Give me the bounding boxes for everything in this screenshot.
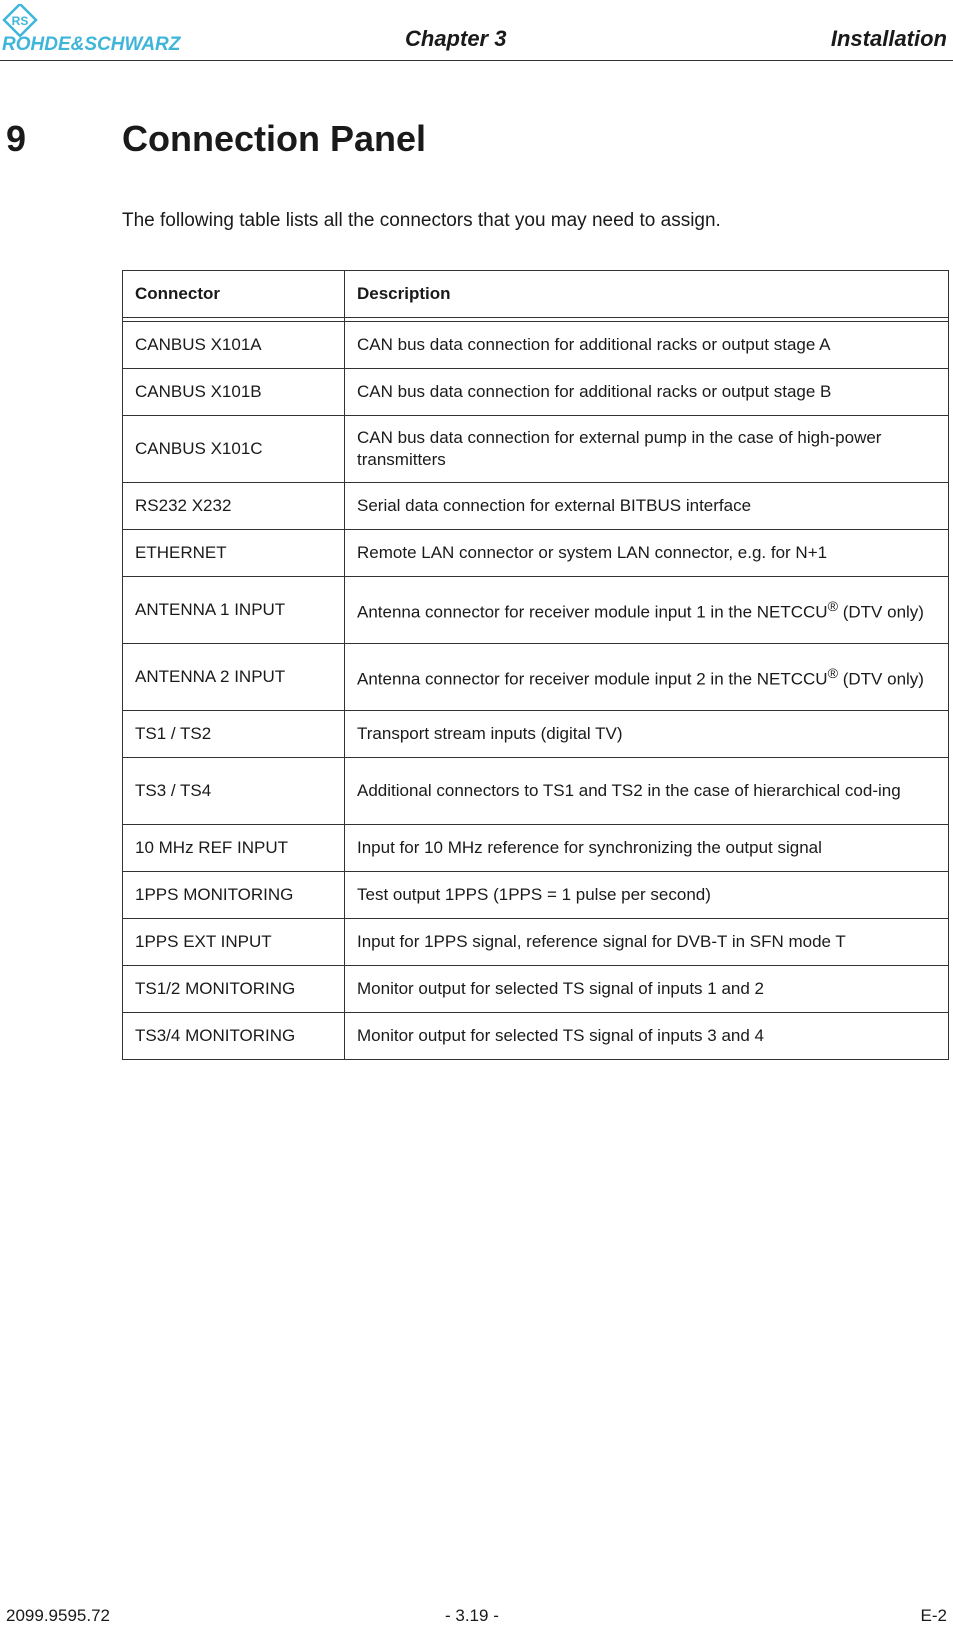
description-cell: Test output 1PPS (1PPS = 1 pulse per second) — [345, 872, 949, 919]
connector-cell: ANTENNA 1 INPUT — [123, 577, 345, 644]
intro-paragraph: The following table lists all the connectors that you may need to assign. — [122, 210, 721, 231]
table-row — [123, 758, 949, 825]
description-cell: Monitor output for selected TS signal of inputs 3 and 4 — [345, 1013, 949, 1060]
table-row — [123, 577, 949, 644]
description-cell — [345, 644, 949, 711]
connector-cell: TS3 / TS4 — [123, 758, 345, 825]
connector-cell: CANBUS X101B — [123, 369, 345, 416]
footer-revision: E-2 — [920, 1606, 947, 1625]
description-cell: Remote LAN connector or system LAN connector, e.g. for N+1 — [345, 530, 949, 577]
connector-cell: TS3/4 MONITORING — [123, 1013, 345, 1060]
table-row — [123, 966, 949, 1013]
description-text: Antenna connector for receiver module input 1 in the NETCCU — [357, 602, 828, 622]
logo-wordmark: ROHDE&SCHWARZ — [2, 34, 181, 55]
description-cell: CAN bus data connection for external pump in the case of high-power transmitters — [345, 416, 949, 483]
section-title: Connection Panel — [122, 118, 427, 159]
footer-doc-number: 2099.9595.72 — [6, 1606, 110, 1625]
table-row — [123, 919, 949, 966]
logo-diamond-icon — [4, 4, 36, 36]
description-cell: Input for 1PPS signal, reference signal for DVB-T in SFN mode T — [345, 919, 949, 966]
page-title — [6, 118, 426, 160]
table-row — [123, 416, 949, 483]
description-cell: Additional connectors to TS1 and TS2 in the case of hierarchical cod-ing — [345, 758, 949, 825]
table-row — [123, 530, 949, 577]
table-row — [123, 483, 949, 530]
description-text: (DTV only) — [838, 669, 924, 689]
section-number: 9 — [6, 118, 27, 159]
description-cell: Input for 10 MHz reference for synchronizing the output signal — [345, 825, 949, 872]
column-header-connector: Connector — [123, 271, 345, 318]
rohde-schwarz-logo — [2, 4, 222, 56]
description-cell: Monitor output for selected TS signal of inputs 1 and 2 — [345, 966, 949, 1013]
table-row — [123, 825, 949, 872]
connector-cell: CANBUS X101A — [123, 322, 345, 369]
page-header — [0, 0, 953, 62]
connector-cell: ETHERNET — [123, 530, 345, 577]
section-label: Installation — [830, 26, 947, 51]
header-divider — [0, 60, 953, 61]
description-cell: CAN bus data connection for additional racks or output stage A — [345, 322, 949, 369]
connector-cell: ANTENNA 2 INPUT — [123, 644, 345, 711]
svg-text:RS: RS — [11, 14, 29, 28]
connector-cell: 10 MHz REF INPUT — [123, 825, 345, 872]
table-row — [123, 872, 949, 919]
table-row — [123, 711, 949, 758]
column-header-description: Description — [345, 271, 949, 318]
connector-cell: 1PPS MONITORING — [123, 872, 345, 919]
table-row — [123, 322, 949, 369]
description-text: (DTV only) — [838, 602, 924, 622]
connector-cell: CANBUS X101C — [123, 416, 345, 483]
description-text: Antenna connector for receiver module input 2 in the NETCCU — [357, 669, 828, 689]
footer-page-number: - 3.19 - — [445, 1606, 499, 1625]
description-cell: CAN bus data connection for additional racks or output stage B — [345, 369, 949, 416]
description-cell — [345, 577, 949, 644]
connector-table — [122, 270, 949, 1060]
table-row — [123, 644, 949, 711]
description-cell: Transport stream inputs (digital TV) — [345, 711, 949, 758]
chapter-label: Chapter 3 — [405, 26, 507, 51]
registered-mark: ® — [827, 599, 839, 616]
table-row — [123, 369, 949, 416]
connector-cell: TS1/2 MONITORING — [123, 966, 345, 1013]
table-header-row — [123, 271, 949, 318]
table-row — [123, 1013, 949, 1060]
connector-cell: TS1 / TS2 — [123, 711, 345, 758]
connector-cell: 1PPS EXT INPUT — [123, 919, 345, 966]
connector-cell: RS232 X232 — [123, 483, 345, 530]
description-cell: Serial data connection for external BITBUS interface — [345, 483, 949, 530]
registered-mark: ® — [827, 666, 839, 683]
